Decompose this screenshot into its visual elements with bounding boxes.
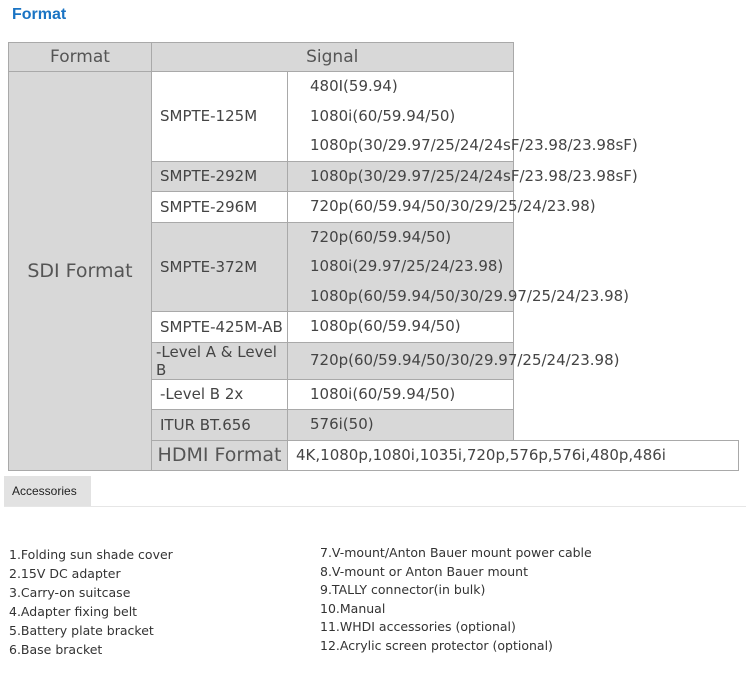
- standard-cell: SMPTE-372M: [152, 222, 288, 312]
- format-table: [8, 42, 739, 471]
- list-item: 2.15V DC adapter: [9, 566, 121, 581]
- standard-cell: -Level A & Level B: [152, 342, 288, 379]
- signal-cell: [288, 72, 638, 162]
- signal-cell: [288, 161, 638, 192]
- list-item: 10.Manual: [320, 600, 386, 616]
- signal-line: 720p(60/59.94/50/30/29.97/25/24/23.98): [310, 350, 620, 369]
- signal-line: 1080i(60/59.94/50): [310, 384, 456, 403]
- list-item: 5.Battery plate bracket: [9, 623, 154, 638]
- list-item: 12.Acrylic screen protector (optional): [320, 637, 553, 653]
- list-item: 1.Folding sun shade cover: [9, 547, 173, 562]
- signal-cell: [288, 410, 514, 441]
- section-title: Format: [12, 6, 67, 23]
- accessories-list-left: [9, 545, 173, 659]
- signal-line: 720p(60/59.94/50): [310, 227, 452, 246]
- signal-line: 480I(59.94): [310, 77, 398, 95]
- hdmi-signal-cell: 4K,1080p,1080i,1035i,720p,576p,576i,480p,486i: [288, 440, 739, 470]
- table-row: [9, 72, 739, 162]
- signal-cell: [288, 192, 596, 223]
- standard-cell: ITUR BT.656: [152, 410, 288, 441]
- header-signal: Signal: [152, 43, 514, 72]
- accessories-list-right: [320, 544, 592, 656]
- signal-line: 1080i(29.97/25/24/23.98): [310, 257, 504, 275]
- list-item: 7.V-mount/Anton Bauer mount power cable: [320, 545, 592, 560]
- signal-cell: [288, 342, 620, 379]
- header-format: Format: [9, 43, 152, 72]
- signal-line: 1080p(60/59.94/50/30/29.97/25/24/23.98): [310, 286, 630, 305]
- accessories-tab[interactable]: Accessories: [4, 476, 91, 506]
- standard-cell: SMPTE-425M-AB: [152, 312, 288, 343]
- sdi-format-label: SDI Format: [9, 72, 152, 471]
- signal-line: 1080p(30/29.97/25/24/24sF/23.98/23.98sF): [310, 166, 638, 185]
- standard-cell: SMPTE-125M: [152, 72, 288, 162]
- signal-line: 720p(60/59.94/50/30/29/25/24/23.98): [310, 197, 596, 215]
- table-header-row: [9, 43, 739, 72]
- standard-cell: SMPTE-296M: [152, 192, 288, 223]
- signal-line: 576i(50): [310, 415, 374, 433]
- list-item: 6.Base bracket: [9, 642, 103, 657]
- standard-cell: -Level B 2x: [152, 379, 288, 410]
- signal-cell: [288, 312, 514, 343]
- hdmi-format-label: HDMI Format: [152, 440, 288, 470]
- signal-line: 1080i(60/59.94/50): [310, 106, 456, 125]
- signal-cell: [288, 222, 630, 312]
- list-item: 4.Adapter fixing belt: [9, 604, 138, 619]
- list-item: 9.TALLY connector(in bulk): [320, 582, 486, 598]
- signal-line: 1080p(30/29.97/25/24/24sF/23.98/23.98sF): [310, 136, 638, 154]
- accessories-divider: [4, 506, 746, 507]
- signal-line: 1080p(60/59.94/50): [310, 317, 461, 335]
- signal-cell: [288, 379, 514, 410]
- list-item: 11.WHDI accessories (optional): [320, 619, 516, 635]
- list-item: 8.V-mount or Anton Bauer mount: [320, 563, 529, 579]
- standard-cell: SMPTE-292M: [152, 161, 288, 192]
- list-item: 3.Carry-on suitcase: [9, 585, 131, 600]
